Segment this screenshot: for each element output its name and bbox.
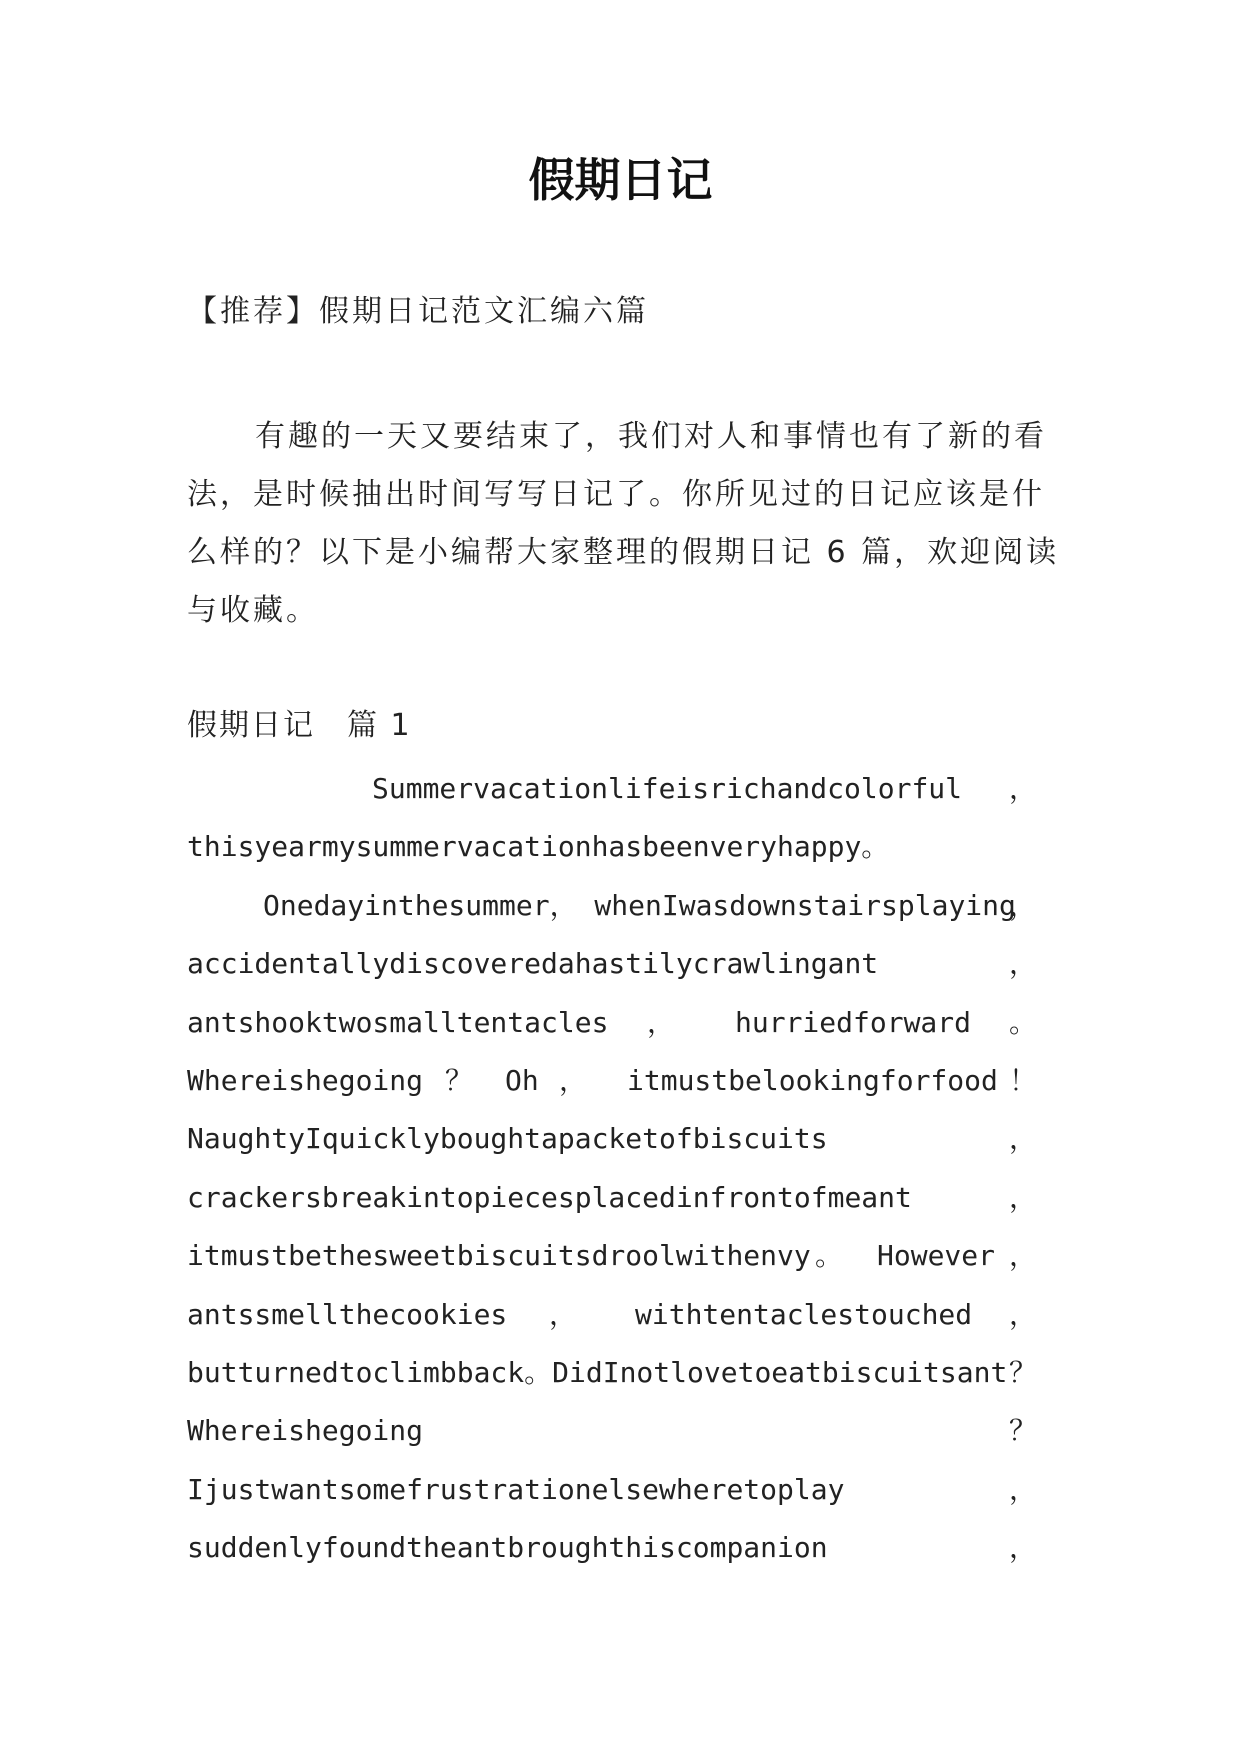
text-line bbox=[187, 818, 1037, 876]
line-text: Ijustwantsomefrustrationelsewheretoplay bbox=[187, 1472, 845, 1506]
line-text: itmustbethesweetbiscuitsdroolwithenvy bbox=[187, 1239, 811, 1273]
line-text: Summervacationlifeisrichandcolorful bbox=[372, 772, 963, 805]
text-line bbox=[187, 935, 1037, 993]
section-heading: 假期日记 篇 1 bbox=[187, 708, 412, 743]
line-text: thisyearmysummervacationhasbeenveryhappy。 bbox=[187, 830, 890, 864]
text-line bbox=[187, 760, 1037, 818]
line-text: antshooktwosmalltentacles bbox=[187, 1005, 609, 1039]
line-punct: ， bbox=[1008, 1297, 1037, 1331]
line-punct: ， bbox=[1008, 1472, 1037, 1506]
intro-paragraph bbox=[187, 408, 1060, 640]
diary-body bbox=[187, 760, 1037, 1577]
text-line bbox=[187, 1344, 1037, 1402]
line-text: Whereishegoing bbox=[187, 1414, 424, 1448]
line-punct: ！ bbox=[1008, 1063, 1037, 1097]
intro-line: 么样的？以下是小编帮大家整理的假期日记 6 篇，欢迎阅读 bbox=[187, 535, 1060, 570]
line-punct: ， bbox=[1008, 1239, 1037, 1273]
line-text: butturnedtoclimbback。DidInotlovetoeatbiscuitsant bbox=[187, 1355, 1008, 1389]
line-mid-punct: ， bbox=[647, 1005, 676, 1039]
text-line bbox=[187, 1286, 1037, 1344]
intro-line: 法，是时候抽出时间写写日记了。你所见过的日记应该是什 bbox=[187, 477, 1045, 512]
text-line bbox=[187, 1169, 1037, 1227]
line-mid-text: itmustbelookingforfood bbox=[627, 1063, 998, 1097]
text-line bbox=[187, 1461, 1037, 1519]
line-mid-text: withtentaclestouched bbox=[635, 1297, 973, 1331]
line-punct: ， bbox=[1008, 1180, 1037, 1214]
line-text: suddenlyfoundtheantbroughthiscompanion bbox=[187, 1531, 828, 1565]
line-text: crackersbreakintopiecesplacedinfrontofmeant bbox=[187, 1180, 912, 1214]
line-text: accidentallydiscoveredahastilycrawlingant bbox=[187, 947, 879, 981]
line-punct: ， bbox=[1008, 947, 1037, 981]
line-text: Onedayinthesummer， whenIwasdownstairsplaying bbox=[263, 888, 1016, 922]
text-line bbox=[187, 877, 1037, 935]
intro-line: 有趣的一天又要结束了，我们对人和事情也有了新的看 bbox=[255, 419, 1047, 454]
line-punct: ， bbox=[1008, 888, 1037, 922]
line-text: antssmellthecookies bbox=[187, 1297, 508, 1331]
line-mid-text: Oh bbox=[505, 1063, 539, 1097]
line-mid-text: hurriedforward bbox=[735, 1005, 972, 1039]
line-mid-text: However bbox=[877, 1239, 996, 1273]
text-line bbox=[187, 1519, 1037, 1577]
line-punct: ， bbox=[1008, 1122, 1037, 1156]
line-punct: ？ bbox=[1008, 1414, 1037, 1448]
line-mid-punct: ， bbox=[549, 1297, 578, 1331]
line-mid-punct: ？ bbox=[445, 1063, 474, 1097]
line-mid-punct: ， bbox=[559, 1063, 588, 1097]
document-subtitle: 【推荐】假期日记范文汇编六篇 bbox=[187, 294, 649, 329]
line-punct: ， bbox=[1008, 1531, 1037, 1565]
line-punct: ？ bbox=[1008, 1355, 1037, 1389]
text-line bbox=[187, 1402, 1037, 1460]
line-text: NaughtyIquicklyboughtapacketofbiscuits bbox=[187, 1122, 828, 1156]
line-mid-punct: 。 bbox=[815, 1239, 844, 1273]
text-line bbox=[187, 1227, 1037, 1285]
text-line bbox=[187, 1052, 1037, 1110]
intro-line: 与收藏。 bbox=[187, 593, 319, 628]
text-line bbox=[187, 1110, 1037, 1168]
document-title: 假期日记 bbox=[528, 153, 713, 207]
line-punct: 。 bbox=[1008, 1005, 1037, 1039]
text-line bbox=[187, 994, 1037, 1052]
line-punct: ， bbox=[1008, 772, 1037, 805]
line-text: Whereishegoing bbox=[187, 1063, 424, 1097]
